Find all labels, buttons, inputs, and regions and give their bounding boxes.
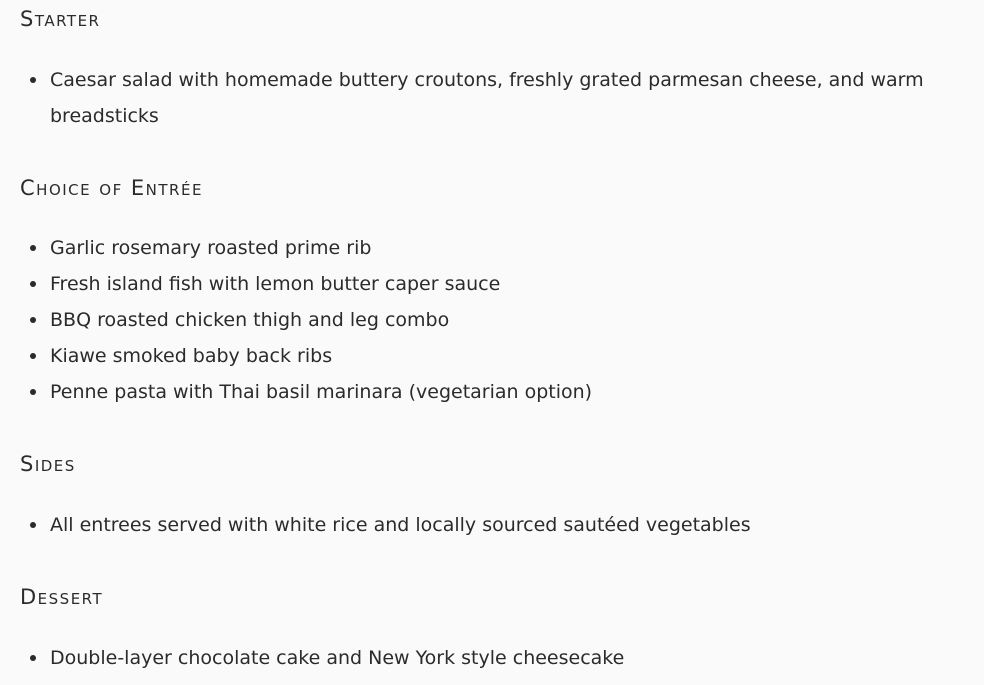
list-item: All entrees served with white rice and locally sourced sautéed vegetables <box>20 507 950 543</box>
entree-list <box>20 230 950 410</box>
section-title-sides: Sides <box>20 452 76 476</box>
list-item: Caesar salad with homemade buttery croutons, freshly grated parmesan cheese, and warm breadsticks <box>20 62 950 134</box>
list-item: Garlic rosemary roasted prime rib <box>20 230 950 266</box>
list-item: Penne pasta with Thai basil marinara (vegetarian option) <box>20 374 950 410</box>
list-item: Double-layer chocolate cake and New York style cheesecake <box>20 640 950 676</box>
starter-list <box>20 62 950 134</box>
sides-list <box>20 507 950 543</box>
section-title-starter: Starter <box>20 7 101 31</box>
list-item: BBQ roasted chicken thigh and leg combo <box>20 302 950 338</box>
section-title-entree: Choice of Entrée <box>20 176 203 200</box>
list-item: Fresh island fish with lemon butter caper sauce <box>20 266 950 302</box>
section-title-dessert: Dessert <box>20 585 104 609</box>
list-item: Kiawe smoked baby back ribs <box>20 338 950 374</box>
dessert-list <box>20 640 950 676</box>
